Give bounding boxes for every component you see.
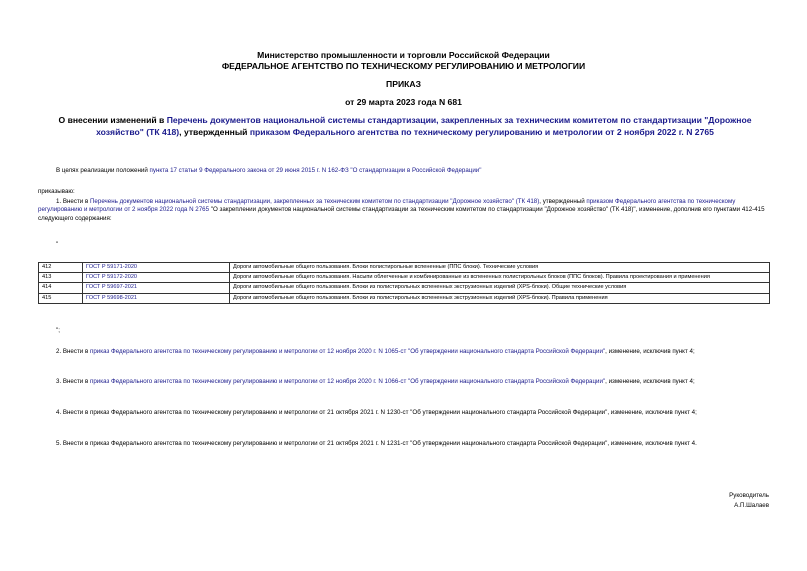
title-middle: , утвержденный xyxy=(179,126,250,137)
row-description: Дороги автомобильные общего пользования. Блоки из полистирольных вспененных экструзионных изделий (XPS-блоки). Общие технические условия xyxy=(230,283,770,293)
title-link-list[interactable]: Перечень документов национальной системы стандартизации, закрепленных за техническим комитетом по стандартизации "Дорожное хозяйство" (ТК 418) xyxy=(96,115,752,137)
quote-open: " xyxy=(56,241,59,248)
preamble-prefix: В целях реализации положений xyxy=(56,167,150,174)
preamble-law-link[interactable]: пункта 17 статьи 9 Федерального закона от 29 июня 2015 г. N 162-ФЗ "О стандартизации в Российской Федерации" xyxy=(149,167,482,174)
doc-type: ПРИКАЗ xyxy=(386,79,421,89)
item2-order-link[interactable]: приказ Федерального агентства по техническому регулированию и метрологии от 12 ноября 2020 г. N 1065-ст "Об утверждении национального стандарта Российской Федерации" xyxy=(89,348,606,355)
item3-order-link[interactable]: приказ Федерального агентства по техническому регулированию и метрологии от 12 ноября 2020 г. N 1066-ст "Об утверждении национального стандарта Российской Федерации" xyxy=(89,378,606,385)
document-title xyxy=(36,115,774,138)
row-number: 414 xyxy=(39,283,83,293)
item1-prefix: 1. Внести в xyxy=(56,198,90,205)
item2-suffix: , изменение, исключив пункт 4; xyxy=(605,348,695,355)
item-5: 5. Внести в приказ Федерального агентства по техническому регулированию и метрологии от 21 октября 2021 г. N 1231-ст "Об утверждении национального стандарта Российской Федерации", изменение, исключив пункт 4. xyxy=(56,440,697,447)
row-description: Дороги автомобильные общего пользования. Насыпи облегченные и комбинированные из вспененных полистирольных блоков (ППС блоков). Правила проектирования и применения xyxy=(230,273,770,283)
item3-suffix: , изменение, исключив пункт 4; xyxy=(605,378,695,385)
date-number: от 29 марта 2023 года N 681 xyxy=(345,97,462,107)
signature-position: Руководитель xyxy=(729,492,769,499)
row-number: 413 xyxy=(39,273,83,283)
item2-prefix: 2. Внести в xyxy=(56,348,90,355)
standard-link[interactable]: ГОСТ Р 59698-2021 xyxy=(83,293,230,303)
item-4: 4. Внести в приказ Федерального агентства по техническому регулированию и метрологии от 21 октября 2021 г. N 1230-ст "Об утверждении национального стандарта Российской Федерации", изменение, исключив пункт 4; xyxy=(56,409,697,416)
item-2 xyxy=(38,348,770,356)
ministry-heading: Министерство промышленности и торговли Российской Федерации xyxy=(257,50,550,60)
row-number: 415 xyxy=(39,293,83,303)
standard-link[interactable]: ГОСТ Р 59171-2020 xyxy=(83,263,230,273)
table-row xyxy=(39,283,770,293)
row-number: 412 xyxy=(39,263,83,273)
item1-suffix: "О закреплении документов национальной системы стандартизации за техническим комитетом по стандартизации "Дорожное хозяйство" (ТК 418)", изменение, дополнив его пунктами 412-415 следующего содержания: xyxy=(38,206,765,222)
item-3 xyxy=(38,378,770,386)
quote-close: "; xyxy=(56,327,60,334)
row-description: Дороги автомобильные общего пользования. Блоки полистирольные вспененные (ППС блоки). Технические условия xyxy=(230,263,770,273)
title-link-order[interactable]: приказом Федерального агентства по техническому регулированию и метрологии от 2 ноября 2022 г. N 2765 xyxy=(249,126,714,137)
agency-heading: ФЕДЕРАЛЬНОЕ АГЕНТСТВО ПО ТЕХНИЧЕСКОМУ РЕГУЛИРОВАНИЮ И МЕТРОЛОГИИ xyxy=(221,61,586,71)
item1-list-link[interactable]: Перечень документов национальной системы стандартизации, закрепленных за техническим комитетом по стандартизации "Дорожное хозяйство" (ТК 418) xyxy=(89,198,540,205)
item1-order-link[interactable]: приказом Федерального агентства по техническому регулированию и метрологии от 2 ноября 2022 года N 2765 xyxy=(38,198,736,214)
row-description: Дороги автомобильные общего пользования. Блоки из полистирольных вспененных экструзионных изделий (XPS-блоки). Правила применения xyxy=(230,293,770,303)
signature-name: А.П.Шалаев xyxy=(734,502,769,509)
item3-prefix: 3. Внести в xyxy=(56,378,90,385)
title-prefix: О внесении изменений в xyxy=(58,115,167,125)
ordered-word: приказываю: xyxy=(38,188,75,195)
standard-link[interactable]: ГОСТ Р 59172-2020 xyxy=(83,273,230,283)
standard-link[interactable]: ГОСТ Р 59697-2021 xyxy=(83,283,230,293)
item-1 xyxy=(38,198,770,223)
item1-middle: , утвержденный xyxy=(539,198,587,205)
table-row xyxy=(39,263,770,273)
table-row xyxy=(39,273,770,283)
table-row xyxy=(39,293,770,303)
preamble xyxy=(56,167,768,175)
standards-table xyxy=(38,262,770,304)
